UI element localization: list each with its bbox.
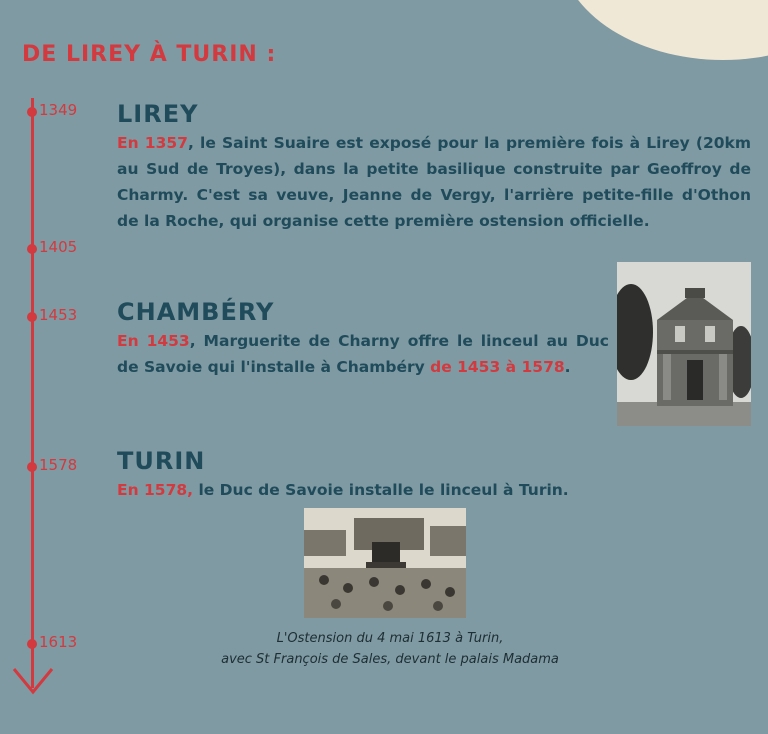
timeline-year: 1453: [39, 306, 78, 324]
timeline-dot: [27, 639, 37, 649]
date-range-highlight: de 1453 à 1578: [430, 358, 565, 376]
timeline-dot: [27, 244, 37, 254]
image-caption: [150, 628, 630, 670]
page-title: DE LIREY À TURIN :: [22, 42, 277, 67]
chambery-church-photo: [617, 262, 751, 426]
section-text-chambery: [117, 328, 609, 380]
timeline-line: [31, 98, 34, 688]
timeline-year: 1405: [39, 238, 78, 256]
section-body: , Marguerite de Charny offre le linceul au Duc de Savoie qui l'installe à Chambéry: [117, 332, 609, 376]
section-chambery: [117, 298, 609, 380]
section-heading-lirey: LIREY: [117, 100, 199, 128]
timeline-year: 1613: [39, 633, 78, 651]
section-lirey: [117, 100, 751, 234]
section-heading-turin: TURIN: [117, 447, 206, 475]
decorative-corner: [558, 0, 768, 60]
section-heading-chambery: CHAMBÉRY: [117, 298, 275, 326]
caption-line-1: L'Ostension du 4 mai 1613 à Turin,: [276, 631, 504, 646]
timeline-year: 1578: [39, 456, 78, 474]
section-text-turin: [117, 477, 737, 503]
section-text-lirey: [117, 130, 751, 234]
section-body-end: .: [564, 358, 571, 376]
section-body: le Duc de Savoie installe le linceul à Turin.: [193, 481, 569, 499]
timeline-dot: [27, 312, 37, 322]
caption-line-2: avec St François de Sales, devant le palais Madama: [221, 652, 559, 667]
timeline-dot: [27, 107, 37, 117]
timeline-year: 1349: [39, 101, 78, 119]
section-turin: [117, 447, 737, 503]
timeline-arrow-icon: [11, 666, 55, 696]
turin-ostension-engraving: [304, 508, 466, 618]
timeline-dot: [27, 462, 37, 472]
date-highlight: En 1453: [117, 332, 190, 350]
section-body: , le Saint Suaire est exposé pour la première fois à Lirey (20km au Sud de Troyes), dans la petite basilique construite par Geoffroy de Charmy. C'est sa veuve, Jeanne de Vergy, l'arrière petite-fille d'Othon de la Roche, qui organise cette première ostension officielle.: [117, 134, 751, 230]
date-highlight: En 1578,: [117, 481, 194, 499]
date-highlight: En 1357: [117, 134, 188, 152]
